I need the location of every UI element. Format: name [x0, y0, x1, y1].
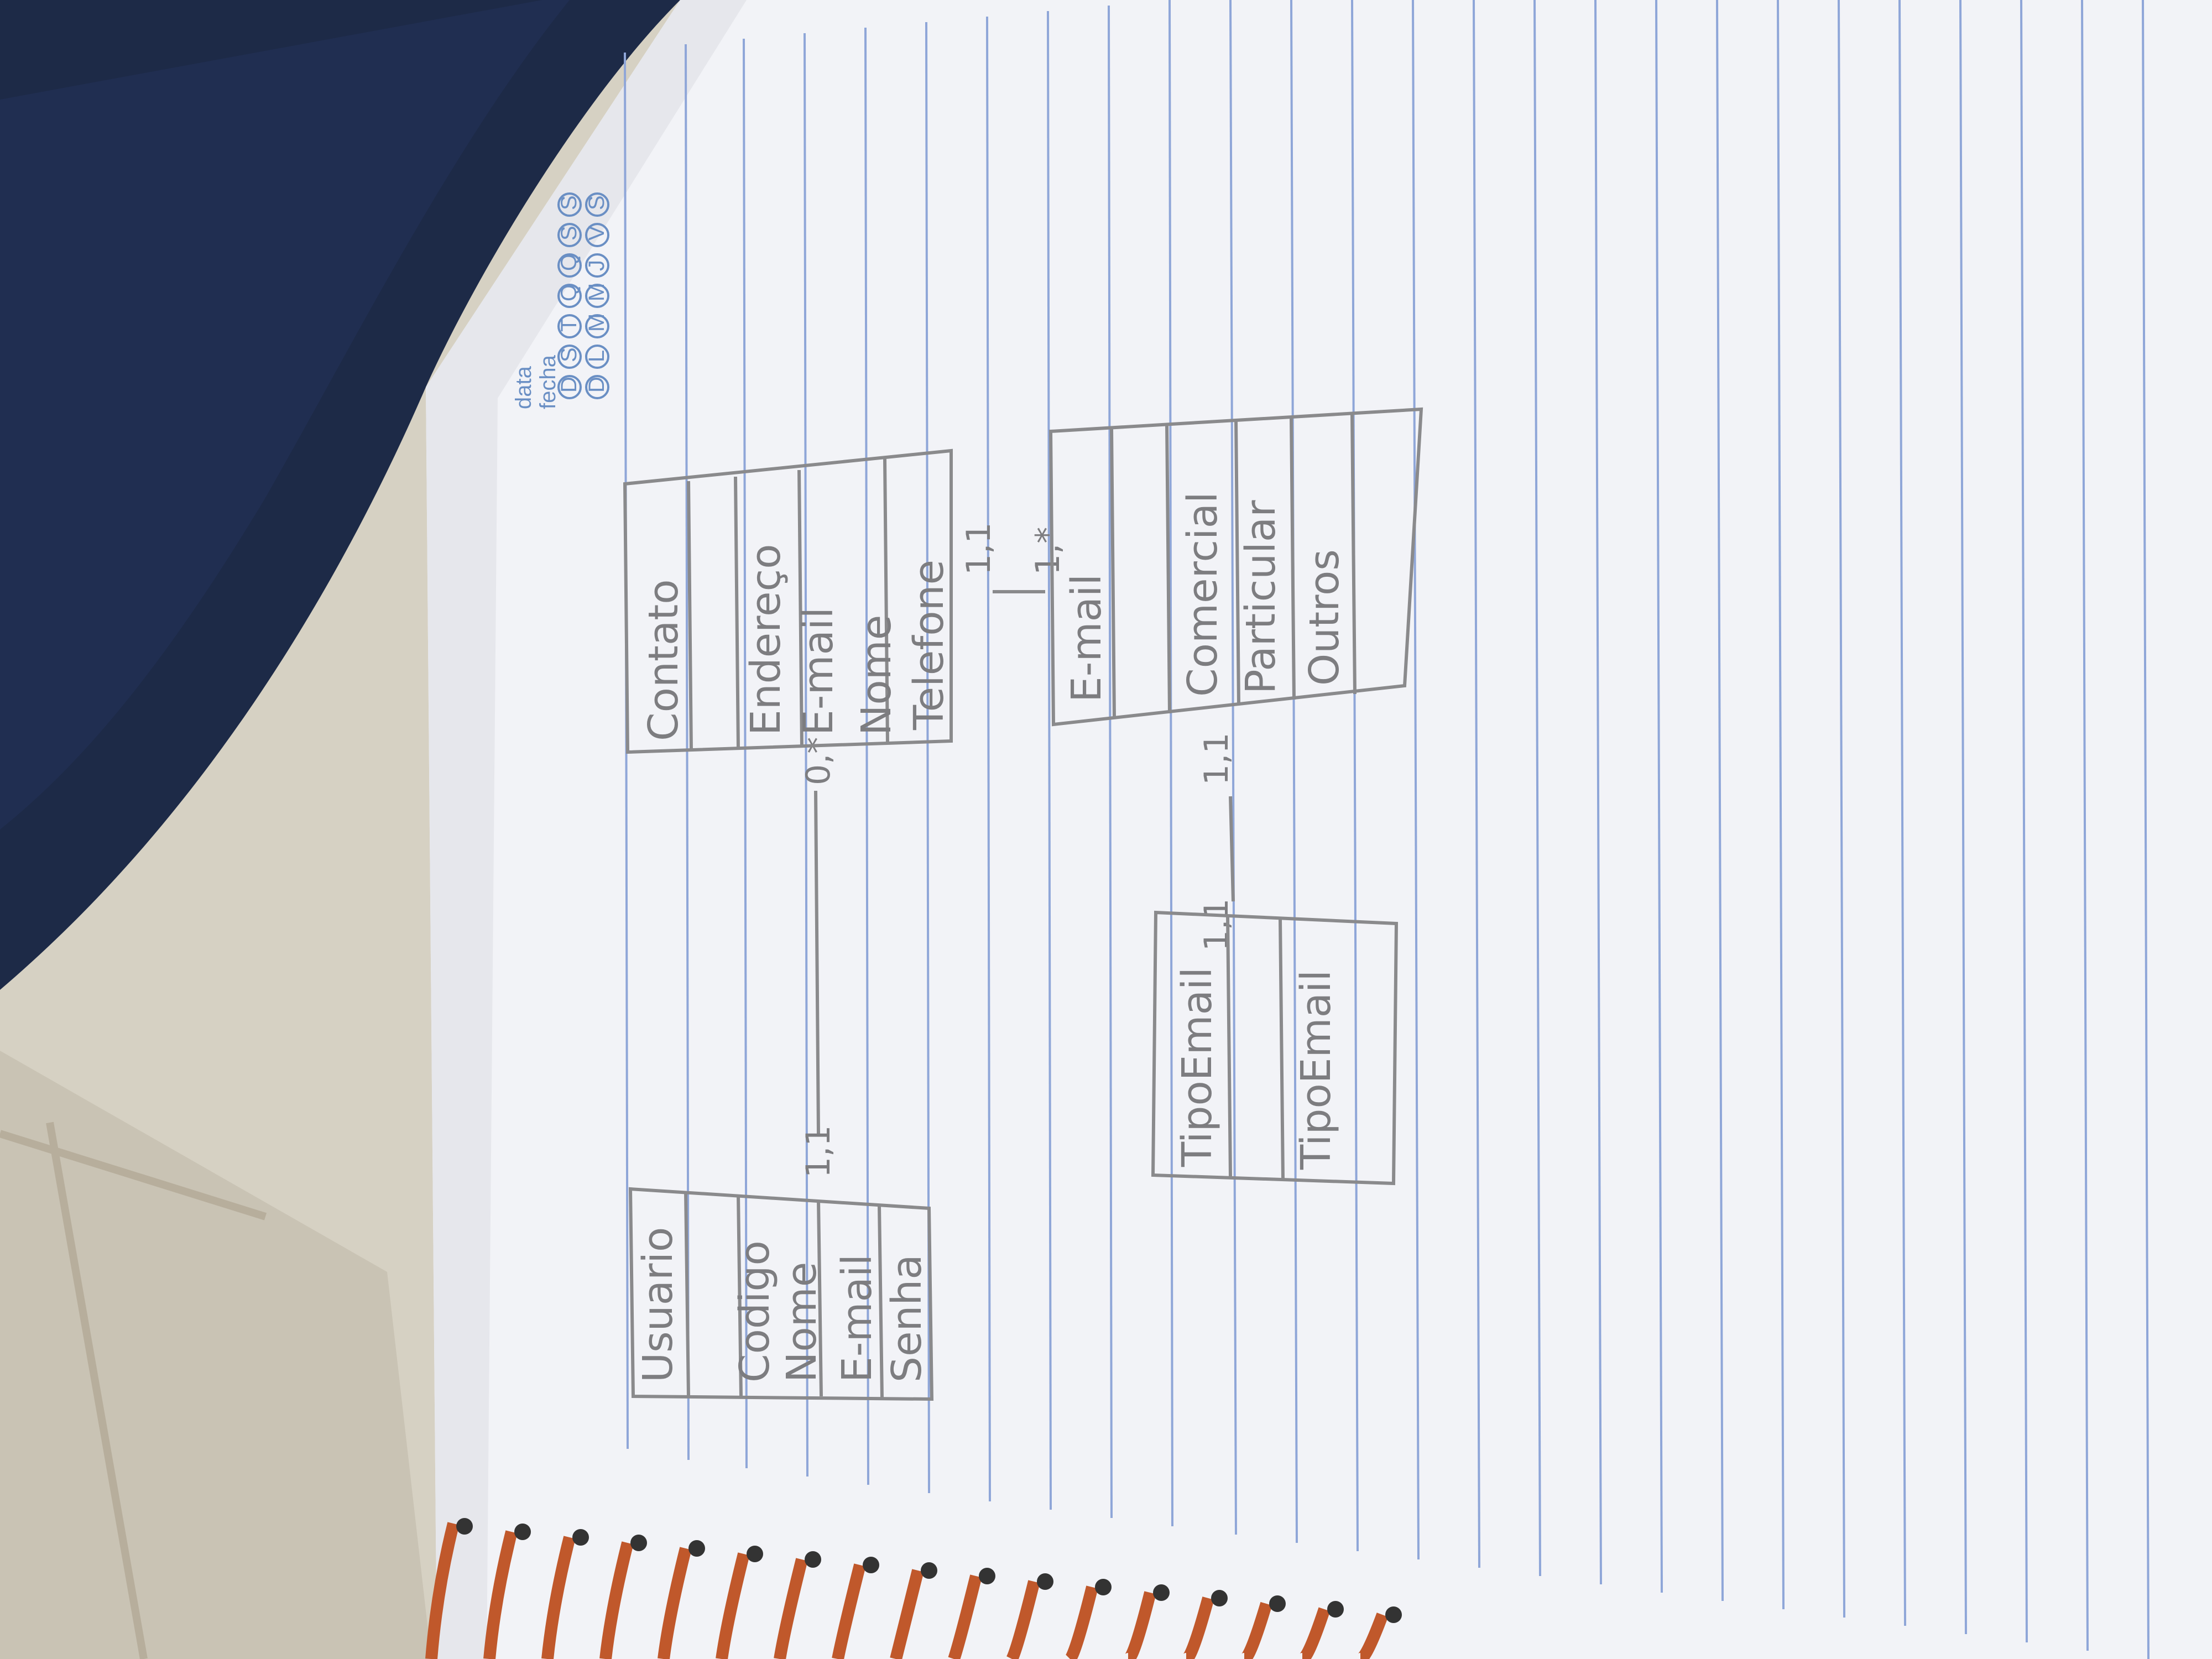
usuario-title: Usuario — [634, 1227, 682, 1383]
email-title: E-mail — [1063, 573, 1110, 702]
weekday-letter: L — [585, 349, 609, 362]
contato-field: Telefone — [905, 560, 953, 730]
contato-field: Endereço — [742, 544, 790, 735]
contato-field: E-mail — [795, 607, 842, 735]
date-label-es: fecha — [536, 355, 560, 409]
cardinality-label: 1,1 — [799, 1125, 838, 1178]
weekday-letter: J — [585, 260, 609, 271]
contato-field: Nome — [853, 614, 900, 735]
cardinality-label: 0,* — [799, 737, 838, 785]
weekday-letter: S — [557, 195, 581, 210]
email-field: Outros — [1301, 549, 1348, 686]
cardinality-label: 1,1 — [1197, 732, 1236, 785]
weekday-letter: M — [585, 313, 609, 332]
weekday-letter: D — [557, 377, 581, 393]
date-label: data — [512, 366, 536, 409]
weekday-letter: V — [585, 226, 609, 241]
cardinality-label: 1,1 — [1197, 898, 1236, 951]
contato-title: Contato — [640, 579, 687, 741]
email-field: Particular — [1237, 500, 1285, 694]
email-field: Comercial — [1179, 492, 1227, 697]
usuario-field: Senha — [883, 1254, 931, 1383]
weekday-letter: S — [557, 347, 581, 362]
tipoemail-title-2: TipoEmail — [1292, 969, 1340, 1170]
weekday-letter: Q — [557, 284, 581, 301]
cardinality-label: 1,* — [1029, 526, 1067, 575]
weekday-letter: D — [585, 377, 609, 393]
usuario-field: E-mail — [833, 1254, 881, 1383]
notebook-paper — [426, 0, 2212, 1659]
weekday-letter: Q — [557, 253, 581, 271]
tipoemail-title: TipoEmail — [1173, 967, 1221, 1167]
usuario-field: Nome — [778, 1261, 826, 1383]
weekday-letter: S — [557, 226, 581, 241]
weekday-letter: M — [585, 283, 609, 301]
cardinality-label: 1,1 — [959, 522, 998, 575]
usuario-field: Codigo — [731, 1240, 779, 1383]
weekday-letter: T — [557, 318, 581, 332]
weekday-letter: S — [585, 195, 609, 210]
